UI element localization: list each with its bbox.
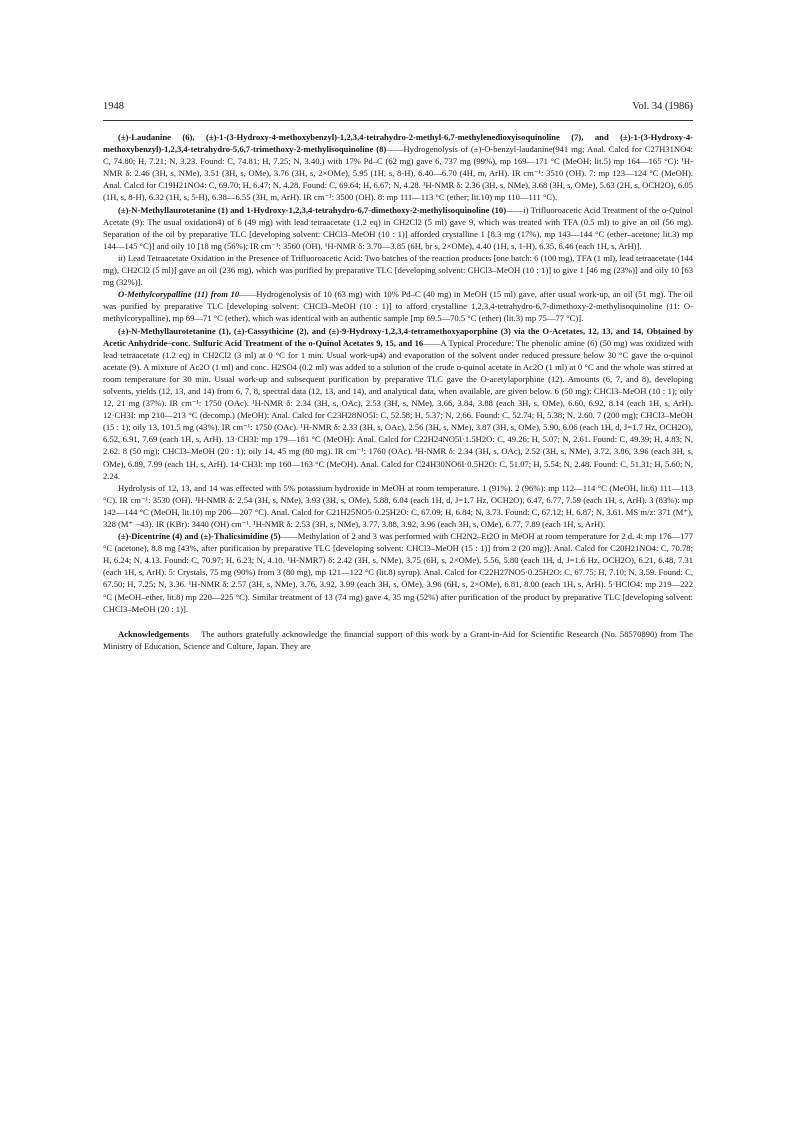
acknowledgements-heading: Acknowledgements — [118, 628, 190, 639]
paragraph-text: ——A Typical Procedure: The phenolic amine (6) (50 mg) was oxidized with lead tetraacetate (1.2 eq) in CH2Cl2 (3 ml) at 0 °C for 1 min. Usual work-up4) and evaporation of the solvent under reduced pressure below 30 °C gave the o-quinol acetate (9). A mixture of Ac2O (1 ml) and conc. H2SO4 (0.2 ml) was added to a solution of the crude o-quinol acetate in Ac2O (1 ml) at 0 °C and the whole was stirred at room temperature for 30 min. Usual work-up and subsequent purification by preparative TLC gave the O-acetylaporphine (12). Amounts (6, 7, and 8), developing solvents, yields (12, 13, and 14) from 6, 7, 8, spectral data (12, 13, and 14), and analytical data, when available, are given below. 6 (50 mg): CHCl3–MeOH (10 : 1); oily 12, 21 mg (37%). IR cm⁻¹: 1750 (OAc). ¹H-NMR δ: 2.34 (3H, s, OAc), 2.53 (3H, s, NMe), 3.66, 3.84, 3.88 (each 3H, s, OMe), 6.60, 6.92, 8.14 (each 1H, s, ArH). 12·CH3I: mp 210—213 °C (decomp.) (MeOH): Anal. Calcd for C23H28NO5I: C, 52.58; H, 5.37; N, 2.66. Found: C, 52.74; H, 5.38; N, 2.60. 7 (200 mg); CHCl3–MeOH (15 : 1); oily 13, 101.5 mg (43%). IR cm⁻¹: 1750 (OAc). ¹H-NMR δ: 2.33 (3H, s, OAc), 2.56 (3H, s, NMe), 3.87 (3H, s, OMe), 5.90, 6.06 (each 1H, d, J=1.7 Hz, OCH2O), 6.52, 6.91, 7.69 (each 1H, s, ArH). 13·CH3I: mp 179—181 °C (MeOH): Anal. Calcd for C22H24NO5I·1.5H2O: C, 49.26; H, 5.07; N, 2.61. Found: C, 49.39; H, 4.83; N, 2.62. 8 (50 mg); CHCl3–MeOH (20 : 1); oily 14, 45 mg (80 mg). IR cm⁻¹: 1760 (OAc). ¹H-NMR δ: 2.34 (3H, s, OAc), 2.52 (3H, s, NMe), 3.72, 3.86, 3.96 (each 3H, s, OMe), 6.89, 7.99 (each 1H, s, ArH). 14·CH3I: mp 160—163 °C (MeOH). Anal. Calcd for C24H30NO6I·0.5H2O: C, 51.07; H, 5.54; N, 2.48. Found: C, 51.31; H, 5.60; N, 2.24. — [103, 337, 693, 481]
paragraph-text: ——Hydrogenolysis of (±)-O-benzyl-laudanine(941 mg; Anal. Calcd for C27H31NO4: C, 74.80; H, 7.21; N, 3.23. Found: C, 74.81; H, 7.25; N, 3.40.) with 17% Pd–C (62 mg) gave 6, 737 mg (99%), mp 169—171 °C (MeOH; lit.5) mp 164—165 °C): ¹H-NMR δ: 2.46 (3H, s, NMe), 3.51 (3H, s, OMe), 3.76 (3H, s, 2×OMe), 5.95 (1H, s, 8-H), 6.40—6.70 (4H, m, ArH). IR cm⁻¹: 3510 (OH). 7: mp 123—124 °C (MeOH). Anal. Calcd for C19H21NO4: C, 69.70; H, 6.47; N, 4.28. Found: C, 69.64; H, 6.67; N, 4.28. ¹H-NMR δ: 2.36 (3H, s, NMe), 3.68 (3H, s, OMe), 5.63 (2H, s, OCH2O), 6.05 (1H, s, 8-H), 6.32 (1H, s, 5-H), 6.38—6.55 (3H, m, ArH). IR cm⁻¹: 3500 (OH). 8: mp 111—113 °C (ether; lit.10) mp 110—111 °C). — [103, 144, 693, 203]
paragraph-hydrolysis — [103, 482, 693, 530]
running-header — [103, 101, 693, 115]
paragraph-heading: (±)-N-Methyllaurotetanine (1) and 1-Hydroxy-1,2,3,4-tetrahydro-6,7-dimethoxy-2-methylisoquinoline (10) — [118, 204, 507, 215]
acknowledgements — [103, 628, 693, 652]
paragraph-heading: (±)-Dicentrine (4) and (±)-Thalicsimidine (5) — [118, 531, 281, 542]
page-number: 1948 — [103, 101, 124, 112]
paragraph-dicentrine — [103, 530, 693, 615]
volume-label: Vol. 34 (1986) — [632, 101, 693, 112]
paragraph-heading: (±)-N-Methyllaurotetanine (1), (±)-Cassythicine (2), and (±)-9-Hydroxy-1,2,3,4-tetramethoxyaporphine (3) via the O-Acetates, 12, 13, and 14, Obtained by Acetic Anhydride–conc. Sulfuric Acid Treatment of the o-Quinol Acetates 9, 15, and 16 — [103, 325, 693, 348]
journal-page — [103, 0, 693, 1123]
paragraph-aporphines — [103, 325, 693, 482]
paragraph-text: ——i) Trifluoroacetic Acid Treatment of the o-Quinol Acetate (9): The usual oxidation4) of 6 (49 mg) with lead tetraacetate (1.2 eq) in CH2Cl2 (5 ml) gave 9, which was treated with TFA (0.5 ml) to give an oil (56 mg). Separation of the oil by preparative TLC [developing solvent: CHCl3–MeOH (10 : 1)] afforded crystalline 1 [8.3 mg (17%), mp 143—144 °C (ether–acetone; lit.3) mp 144—145 °C)] and oily 10 [18 mg (56%); IR cm⁻¹: 3560 (OH). ¹H-NMR δ: 3.70—3.85 (6H, br s, 2×OMe), 4.40 (1H, s, 1-H), 6.35, 6.46 (each 1H, s, ArH)]. — [103, 204, 693, 251]
paragraph-text: ——Methylation of 2 and 3 was performed with CH2N2–Et2O in MeOH at room temperature for 2 d. 4: mp 176—177 °C (acetone), 8.8 mg [43%, after purification by preparative TLC [developing solvent: CHCl3–MeOH (15 : 1)] from 2 (20 mg)]. Anal. Calcd for C20H21NO4: C, 70.78; H, 6.24; N, 4.13. Found: C, 70.97; H, 6.23; N, 4.10. ¹H-NMR7) δ: 2.42 (3H, s, NMe), 3.75 (6H, s, 2×OMe), 5.56, 5.80 (each 1H, d, J=1.6 Hz, OCH2O), 6.21, 6.48, 7.31 (each 1H, s, ArH). 5: Crystals, 75 mg (90%) from 3 (80 mg), mp 121—122 °C (lit.8) syrup). Anal. Calcd for C22H27NO5·0.25H2O: C, 67.75; H, 7.10; N, 3.59. Found: C, 67.50; H, 7.25; N, 3.36. ¹H-NMR δ: 2.57 (3H, s, NMe), 3.76, 3.92, 3.99 (each 3H, s, OMe), 3.96 (6H, s, 2×OMe), 6.81, 8.00 (each 1H, s, ArH). 5·HClO4: mp 219—222 °C (MeOH–ether, lit.8) mp 220—225 °C). Similar treatment of 13 (74 mg) gave 4, 35 mg (52%) after purification of the product by preparative TLC [developing solvent: CHCl3–MeOH (20 : 1)]. — [103, 531, 693, 614]
paragraph-methylcorypalline — [103, 288, 693, 324]
paragraph-text: Hydrolysis of 12, 13, and 14 was effected with 5% potassium hydroxide in MeOH at room temperature. 1 (91%). 2 (96%): mp 112—114 °C (MeOH, lit.6) 111—113 °C). IR cm⁻¹: 3530 (OH). ¹H-NMR δ: 2.54 (3H, s, NMe), 3.93 (3H, s, OMe), 5.88, 6.04 (each 1H, d, J=1.7 Hz, OCH2O), 6.47, 6.77, 7.59 (each 1H, s, ArH). 3 (83%): mp 142—144 °C (MeOH, lit.10) mp 206—207 °C). Anal. Calcd for C21H25NO5·0.25H2O: C, 67.09; H, 6.84; N, 3.73. Found: C, 67.12; H, 6.87; N, 3.61. MS m/z: 371 (M⁺), 328 (M⁺ −43). IR (KBr): 3440 (OH) cm⁻¹. ¹H-NMR δ: 2.53 (3H, s, NMe), 3.77, 3.88, 3.92, 3.96 (each 3H, s, OMe), 6.77, 7.89 (each 1H, s, ArH). — [103, 482, 693, 529]
experimental-text — [103, 131, 693, 652]
header-rule — [103, 120, 693, 121]
paragraph-lead-tetraacetate — [103, 252, 693, 288]
paragraph-laudanine — [103, 131, 693, 204]
paragraph-methyllaurotetanine — [103, 204, 693, 252]
paragraph-text: ——Hydrogenolysis of 10 (63 mg) with 10% Pd–C (40 mg) in MeOH (15 ml) gave, after usual work-up, an oil (51 mg). The oil was purified by preparative TLC [developing solvent: CHCl3–MeOH (10 : 1)] to afford crystalline 1,2,3,4-tetrahydro-6,7-dimethoxy-2-methylisoquinoline (11: O-methylcorypalline), mp 69—71 °C (ether), which was identical with an authentic sample [mp 69.5—70.5 °C (ether) (lit.3) mp 75—77 °C)]. — [103, 289, 693, 324]
paragraph-heading: O-Methylcorypalline (11) from 10 — [118, 289, 240, 300]
acknowledgements-text: The authors gratefully acknowledge the financial support of this work by a Grant-in-Aid for Scientific Research (No. 58570890) from The Ministry of Education, Science and Culture, Japan. They are — [103, 628, 693, 651]
paragraph-heading: (±)-Laudanine (6), (±)-1-(3-Hydroxy-4-methoxybenzyl)-1,2,3,4-tetrahydro-2-methyl-6,7-methylenedioxyisoquinoline (7), and (±)-1-(3-Hydroxy-4-methoxybenzyl)-1,2,3,4-tetrahydro-5,6,7-trimethoxy-2-methylisoquinoline (8) — [103, 132, 693, 155]
paragraph-text: ii) Lead Tetraacetate Oxidation in the Presence of Trifluoroacetic Acid: Two batches of the reaction products [one batch: 6 (100 mg), TFA (1 ml), lead tetraacetate (144 mg), CH2Cl2 (5 ml)] gave an oil (236 mg), which was purified by preparative TLC [developing solvent: CHCl3–MeOH (10 : 1)] to give 1 [46 mg (23%)] and oily 10 [63 mg (32%)]. — [103, 252, 693, 288]
